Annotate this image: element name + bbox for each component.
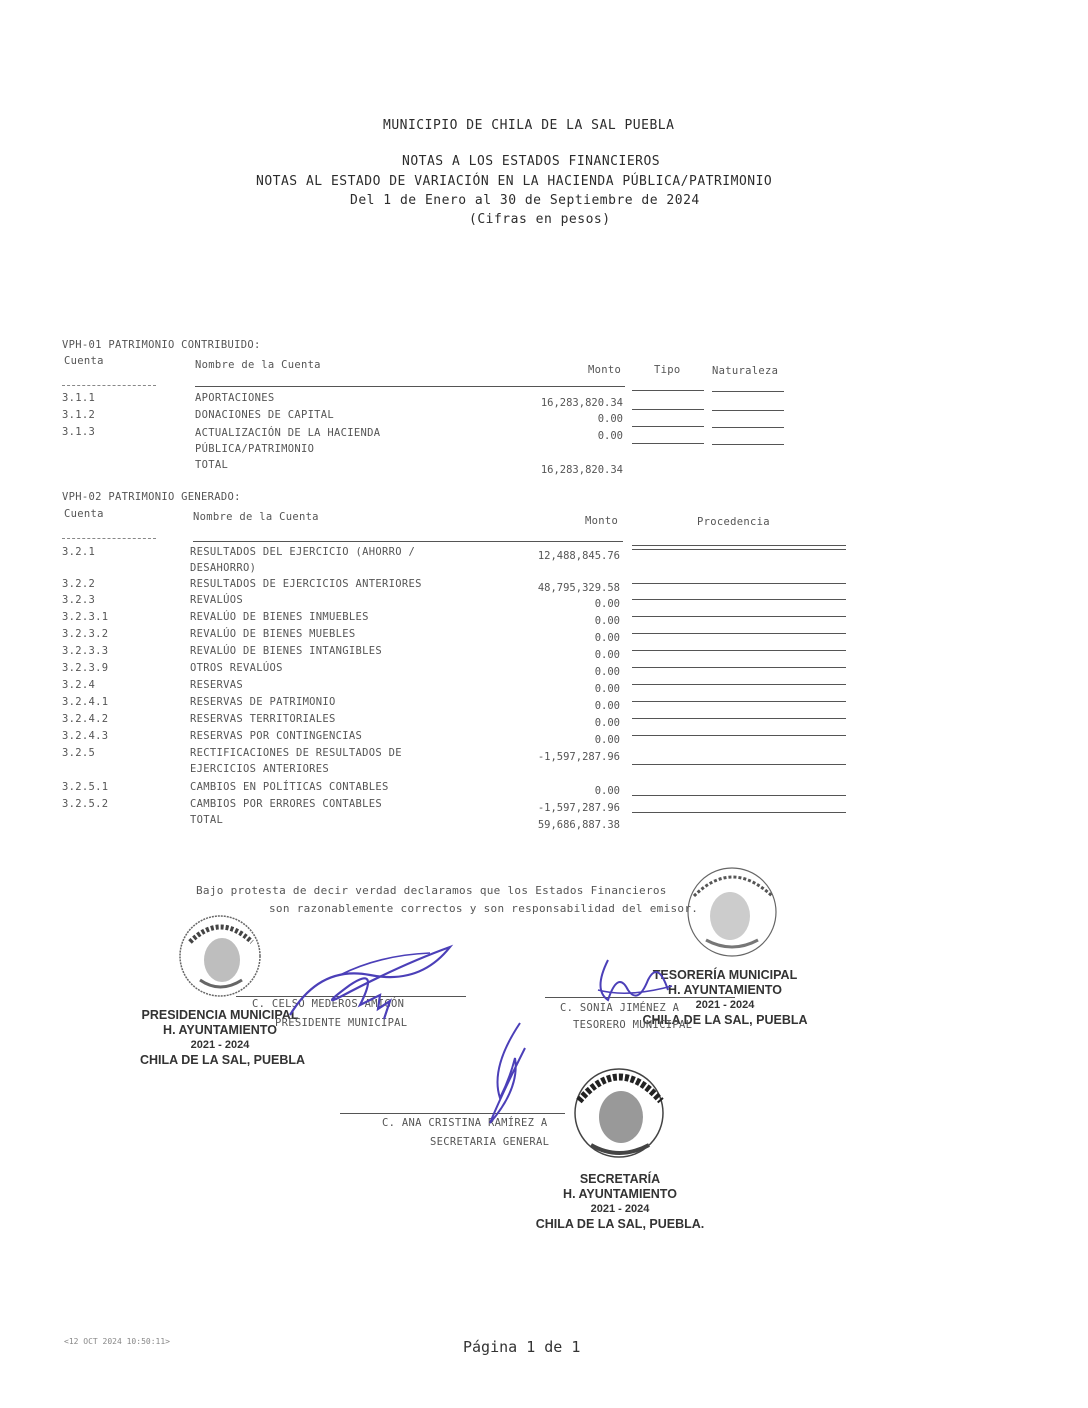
naturaleza-blank xyxy=(712,410,784,411)
table-row-nombre-cont: PÚBLICA/PATRIMONIO xyxy=(195,443,315,455)
table-row-cuenta: 3.2.3.9 xyxy=(62,662,109,674)
doc-title-line2: NOTAS AL ESTADO DE VARIACIÓN EN LA HACIENDA PÚBLICA/PATRIMONIO xyxy=(256,174,773,189)
table-row-nombre: OTROS REVALÚOS xyxy=(190,662,283,674)
vph01-title: VPH-01 PATRIMONIO CONTRIBUIDO: xyxy=(62,339,261,351)
presidente-cargo: PRESIDENTE MUNICIPAL xyxy=(275,1017,408,1029)
doc-title-line1: NOTAS A LOS ESTADOS FINANCIEROS xyxy=(402,154,661,169)
table-row-nombre: RESULTADOS DE EJERCICIOS ANTERIORES xyxy=(190,578,422,590)
vph01-col-naturaleza: Naturaleza xyxy=(712,365,779,377)
stamp-line: 2021 - 2024 xyxy=(695,999,755,1011)
protesta-line1: Bajo protesta de decir verdad declaramos que los Estados Financieros xyxy=(196,884,667,897)
tesoreria-seal xyxy=(672,856,792,966)
secretaria-stamp xyxy=(520,1172,720,1232)
naturaleza-blank xyxy=(712,444,784,445)
vph01-total-label: TOTAL xyxy=(195,459,229,471)
doc-period: Del 1 de Enero al 30 de Septiembre de 2024 xyxy=(350,193,700,208)
table-row-cuenta: 3.2.3.2 xyxy=(62,628,109,640)
vph01-col-monto: Monto xyxy=(588,364,622,376)
vph02-col-nombre: Nombre de la Cuenta xyxy=(193,511,319,523)
table-row-monto: -1,597,287.96 xyxy=(537,751,620,763)
procedencia-blank xyxy=(632,599,846,600)
vph02-total: 59,686,887.38 xyxy=(537,819,620,831)
stamp-line: 2021 - 2024 xyxy=(590,1203,650,1215)
table-row-nombre: CAMBIOS EN POLÍTICAS CONTABLES xyxy=(190,781,389,793)
table-row-cuenta: 3.2.1 xyxy=(62,546,96,558)
procedencia-blank xyxy=(632,701,846,702)
stamp-line: CHILA DE LA SAL, PUEBLA xyxy=(140,1053,306,1067)
secretaria-signature xyxy=(470,1018,540,1128)
table-row-cuenta: 3.2.5 xyxy=(62,747,96,759)
footer-timestamp: <12 OCT 2024 10:50:11> xyxy=(64,1337,170,1346)
vph01-header-rule-tipo xyxy=(632,390,704,391)
stamp-line: PRESIDENCIA MUNICIPAL xyxy=(141,1008,299,1022)
vph01-col-tipo: Tipo xyxy=(654,364,681,376)
protesta-line2: son razonablemente correctos y son responsabilidad del emisor. xyxy=(269,902,699,915)
table-row-monto: -1,597,287.96 xyxy=(537,802,620,814)
table-row-cuenta: 3.2.2 xyxy=(62,578,96,590)
vph01-header-rule-cuenta xyxy=(62,385,156,386)
stamp-line: 2021 - 2024 xyxy=(190,1039,250,1051)
secretaria-cargo: SECRETARIA GENERAL xyxy=(430,1136,550,1148)
vph01-header-rule xyxy=(195,386,625,387)
table-row-cuenta: 3.2.3 xyxy=(62,594,96,606)
table-row-cuenta: 3.2.4.2 xyxy=(62,713,109,725)
secretaria-seal xyxy=(555,1055,685,1165)
municipio-title: MUNICIPIO DE CHILA DE LA SAL PUEBLA xyxy=(383,118,675,133)
table-row-nombre: DONACIONES DE CAPITAL xyxy=(195,409,335,421)
procedencia-blank xyxy=(632,667,846,668)
table-row-monto: 0.00 xyxy=(594,649,620,661)
table-row-cuenta: 3.2.4.1 xyxy=(62,696,109,708)
procedencia-blank xyxy=(632,764,846,765)
table-row-nombre-cont: DESAHORRO) xyxy=(190,562,257,574)
vph02-col-cuenta: Cuenta xyxy=(64,508,104,520)
vph02-total-label: TOTAL xyxy=(190,814,224,826)
table-row-cuenta: 3.2.4.3 xyxy=(62,730,109,742)
vph02-title: VPH-02 PATRIMONIO GENERADO: xyxy=(62,491,241,503)
table-row-monto: 0.00 xyxy=(594,615,620,627)
table-row-cuenta: 3.1.1 xyxy=(62,392,96,404)
vph02-col-procedencia: Procedencia xyxy=(697,516,770,528)
table-row-monto: 16,283,820.34 xyxy=(540,397,623,409)
table-row-nombre: ACTUALIZACIÓN DE LA HACIENDA xyxy=(195,427,381,439)
table-row-monto: 0.00 xyxy=(594,734,620,746)
table-row-monto: 0.00 xyxy=(597,413,623,425)
vph01-header-rule-nat xyxy=(712,391,784,392)
tesorero-cargo: TESORERO MUNICIPAL xyxy=(573,1019,693,1031)
tesorero-nombre: C. SONIA JIMÉNEZ A xyxy=(560,1002,680,1014)
vph02-header-rule-proc xyxy=(632,545,846,546)
procedencia-blank xyxy=(632,583,846,584)
table-row-monto: 0.00 xyxy=(597,430,623,442)
table-row-nombre: REVALÚO DE BIENES MUEBLES xyxy=(190,628,356,640)
procedencia-blank xyxy=(632,650,846,651)
presidente-nombre: C. CELSO MEDEROS AMIGÓN xyxy=(252,998,405,1010)
presidencia-seal xyxy=(160,902,280,1002)
table-row-monto: 12,488,845.76 xyxy=(537,550,620,562)
table-row-monto: 48,795,329.58 xyxy=(537,582,620,594)
table-row-cuenta: 3.2.3.1 xyxy=(62,611,109,623)
table-row-nombre: RESERVAS POR CONTINGENCIAS xyxy=(190,730,363,742)
tipo-blank xyxy=(632,409,704,410)
procedencia-blank xyxy=(632,795,846,796)
secretaria-nombre: C. ANA CRISTINA RAMÍREZ A xyxy=(382,1117,548,1129)
table-row-nombre: RESERVAS DE PATRIMONIO xyxy=(190,696,336,708)
tipo-blank xyxy=(632,443,704,444)
stamp-line: SECRETARÍA xyxy=(579,1172,661,1186)
stamp-line: CHILA DE LA SAL, PUEBLA. xyxy=(535,1217,705,1231)
table-row-nombre: REVALÚO DE BIENES INTANGIBLES xyxy=(190,645,383,657)
vph02-header-rule-cuenta xyxy=(62,538,156,539)
table-row-monto: 0.00 xyxy=(594,683,620,695)
table-row-monto: 0.00 xyxy=(594,717,620,729)
table-row-nombre: RESERVAS xyxy=(190,679,243,691)
table-row-nombre: REVALÚO DE BIENES INMUEBLES xyxy=(190,611,369,623)
table-row-nombre: RESULTADOS DEL EJERCICIO (AHORRO / xyxy=(190,546,416,558)
presidente-signature xyxy=(280,935,460,1025)
table-row-nombre: APORTACIONES xyxy=(195,392,275,404)
stamp-line: H. AYUNTAMIENTO xyxy=(163,1023,277,1037)
table-row-nombre: RECTIFICACIONES DE RESULTADOS DE xyxy=(190,747,402,759)
table-row-cuenta: 3.1.2 xyxy=(62,409,96,421)
stamp-line: H. AYUNTAMIENTO xyxy=(668,983,782,997)
tesorero-signature xyxy=(588,950,678,1010)
vph02-header-rule xyxy=(193,541,623,542)
table-row-monto: 0.00 xyxy=(594,700,620,712)
table-row-monto: 0.00 xyxy=(594,598,620,610)
footer-pagina: Página 1 de 1 xyxy=(463,1338,581,1356)
procedencia-blank xyxy=(632,549,846,550)
procedencia-blank xyxy=(632,684,846,685)
vph02-col-monto: Monto xyxy=(585,515,619,527)
stamp-line: CHILA DE LA SAL, PUEBLA xyxy=(642,1013,808,1027)
table-row-nombre: RESERVAS TERRITORIALES xyxy=(190,713,336,725)
procedencia-blank xyxy=(632,735,846,736)
table-row-monto: 0.00 xyxy=(594,785,620,797)
naturaleza-blank xyxy=(712,427,784,428)
table-row-cuenta: 3.2.5.1 xyxy=(62,781,109,793)
tipo-blank xyxy=(632,426,704,427)
table-row-cuenta: 3.1.3 xyxy=(62,426,96,438)
table-row-monto: 0.00 xyxy=(594,666,620,678)
table-row-monto: 0.00 xyxy=(594,632,620,644)
vph01-total: 16,283,820.34 xyxy=(540,464,623,476)
table-row-nombre-cont: EJERCICIOS ANTERIORES xyxy=(190,763,330,775)
table-row-cuenta: 3.2.3.3 xyxy=(62,645,109,657)
doc-units: (Cifras en pesos) xyxy=(469,212,611,227)
table-row-nombre: REVALÚOS xyxy=(190,594,243,606)
stamp-line: TESORERÍA MUNICIPAL xyxy=(652,968,798,982)
stamp-line: H. AYUNTAMIENTO xyxy=(563,1187,677,1201)
procedencia-blank xyxy=(632,633,846,634)
vph01-col-cuenta: Cuenta xyxy=(64,355,104,367)
procedencia-blank xyxy=(632,812,846,813)
procedencia-blank xyxy=(632,718,846,719)
table-row-nombre: CAMBIOS POR ERRORES CONTABLES xyxy=(190,798,383,810)
vph01-col-nombre: Nombre de la Cuenta xyxy=(195,359,321,371)
table-row-cuenta: 3.2.5.2 xyxy=(62,798,109,810)
table-row-cuenta: 3.2.4 xyxy=(62,679,96,691)
procedencia-blank xyxy=(632,616,846,617)
